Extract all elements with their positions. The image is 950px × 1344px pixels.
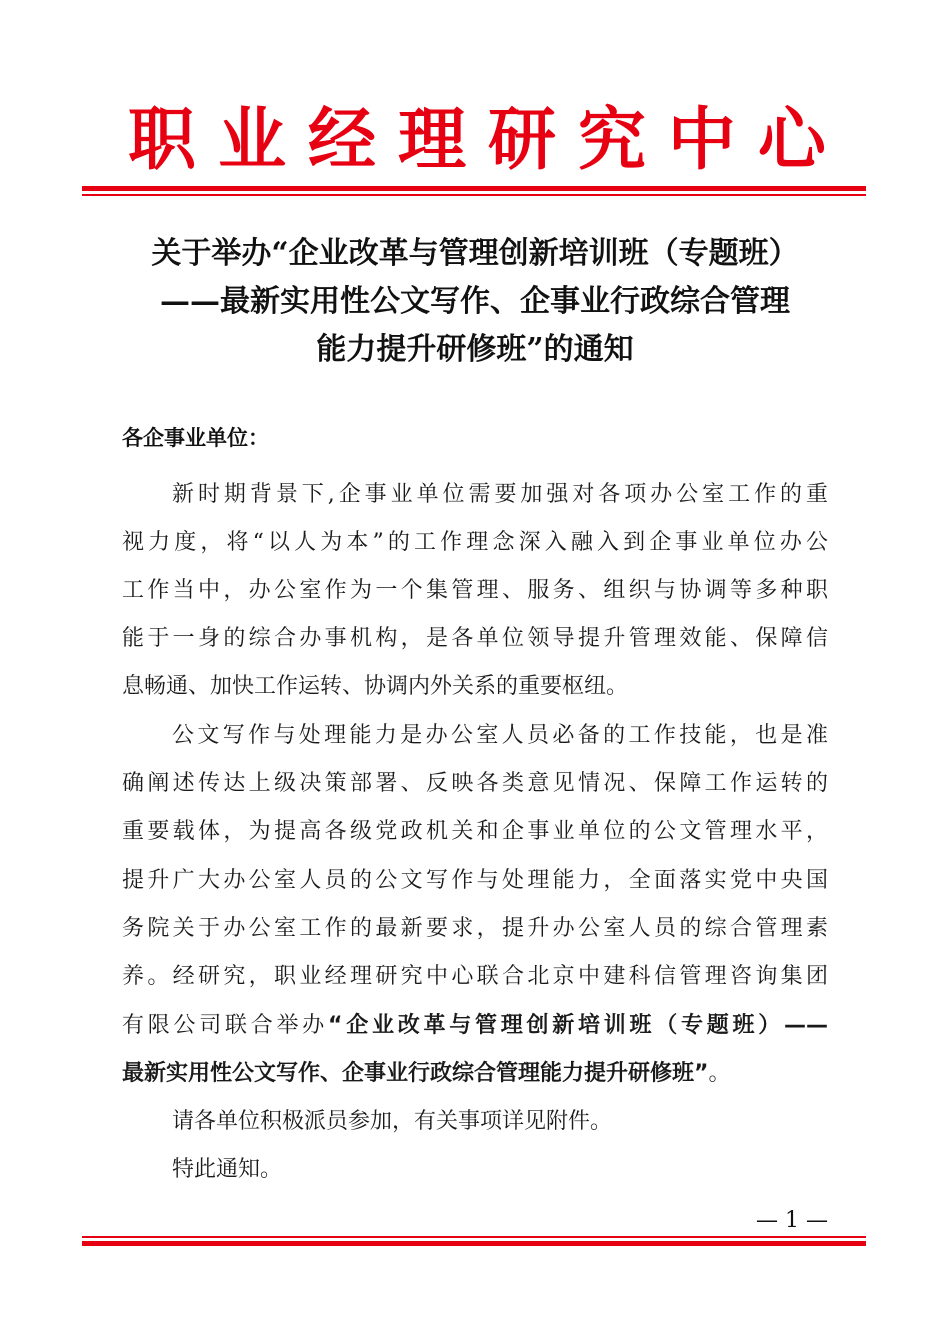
title-line: 能力提升研修班”的通知 bbox=[316, 332, 634, 367]
course-name-bold: 最新实用性公文写作、企事业行政综合管理能力提升研修班” bbox=[122, 1061, 709, 1086]
masthead-char: 理 bbox=[397, 100, 466, 180]
masthead-char: 究 bbox=[577, 100, 646, 180]
masthead-char: 心 bbox=[757, 100, 826, 180]
title-line: ——最新实用性公文写作、企事业行政综合管理 bbox=[160, 284, 790, 319]
body-line: 请各单位积极派员参加，有关事项详见附件。 bbox=[172, 1109, 613, 1134]
masthead-char: 职 bbox=[128, 100, 197, 180]
page-number: — 1 — bbox=[756, 1208, 828, 1233]
title-line: 关于举办“企业改革与管理创新培训班（专题班） bbox=[151, 236, 799, 271]
masthead-title bbox=[80, 92, 870, 188]
footer-rule-thin bbox=[82, 1236, 866, 1238]
masthead-char: 经 bbox=[307, 100, 376, 180]
course-name-bold: “企业改革与管理创新培训班（专题班）—— bbox=[328, 1013, 828, 1038]
body-line: 务院关于办公室工作的最新要求，提升办公室人员的综合管理素 bbox=[122, 916, 828, 941]
masthead-char: 业 bbox=[217, 100, 286, 180]
masthead-char: 中 bbox=[667, 100, 736, 180]
body-line: 特此通知。 bbox=[172, 1157, 283, 1182]
body-line: 公文写作与处理能力是办公室人员必备的工作技能，也是准 bbox=[172, 723, 828, 748]
body-line: 提升广大办公室人员的公文写作与处理能力，全面落实党中央国 bbox=[122, 868, 828, 893]
body-line: 能于一身的综合办事机构，是各单位领导提升管理效能、保障信 bbox=[122, 626, 828, 651]
body-line: 重要载体，为提高各级党政机关和企事业单位的公文管理水平， bbox=[122, 819, 828, 844]
body-text: 。 bbox=[708, 1061, 731, 1086]
body-line bbox=[122, 1059, 828, 1089]
masthead-char: 研 bbox=[487, 100, 556, 180]
header-rule-thin bbox=[82, 194, 866, 196]
notice-title bbox=[100, 230, 850, 374]
body-line bbox=[122, 1011, 828, 1041]
header-rule-thick bbox=[82, 186, 866, 191]
footer-rule-thick bbox=[82, 1241, 866, 1246]
body-text: 有限公司联合举办 bbox=[122, 1013, 329, 1038]
body-line: 视力度，将“以人为本”的工作理念深入融入到企事业单位办公 bbox=[122, 530, 828, 555]
body-line: 新时期背景下,企事业单位需要加强对各项办公室工作的重 bbox=[172, 482, 828, 507]
salutation: 各企事业单位： bbox=[122, 426, 269, 450]
body-line: 养。经研究，职业经理研究中心联合北京中建科信管理咨询集团 bbox=[122, 964, 828, 989]
body-line: 息畅通、加快工作运转、协调内外关系的重要枢纽。 bbox=[122, 674, 629, 699]
body-line: 工作当中，办公室作为一个集管理、服务、组织与协调等多种职 bbox=[122, 578, 828, 603]
body-line: 确阐述传达上级决策部署、反映各类意见情况、保障工作运转的 bbox=[122, 771, 828, 796]
